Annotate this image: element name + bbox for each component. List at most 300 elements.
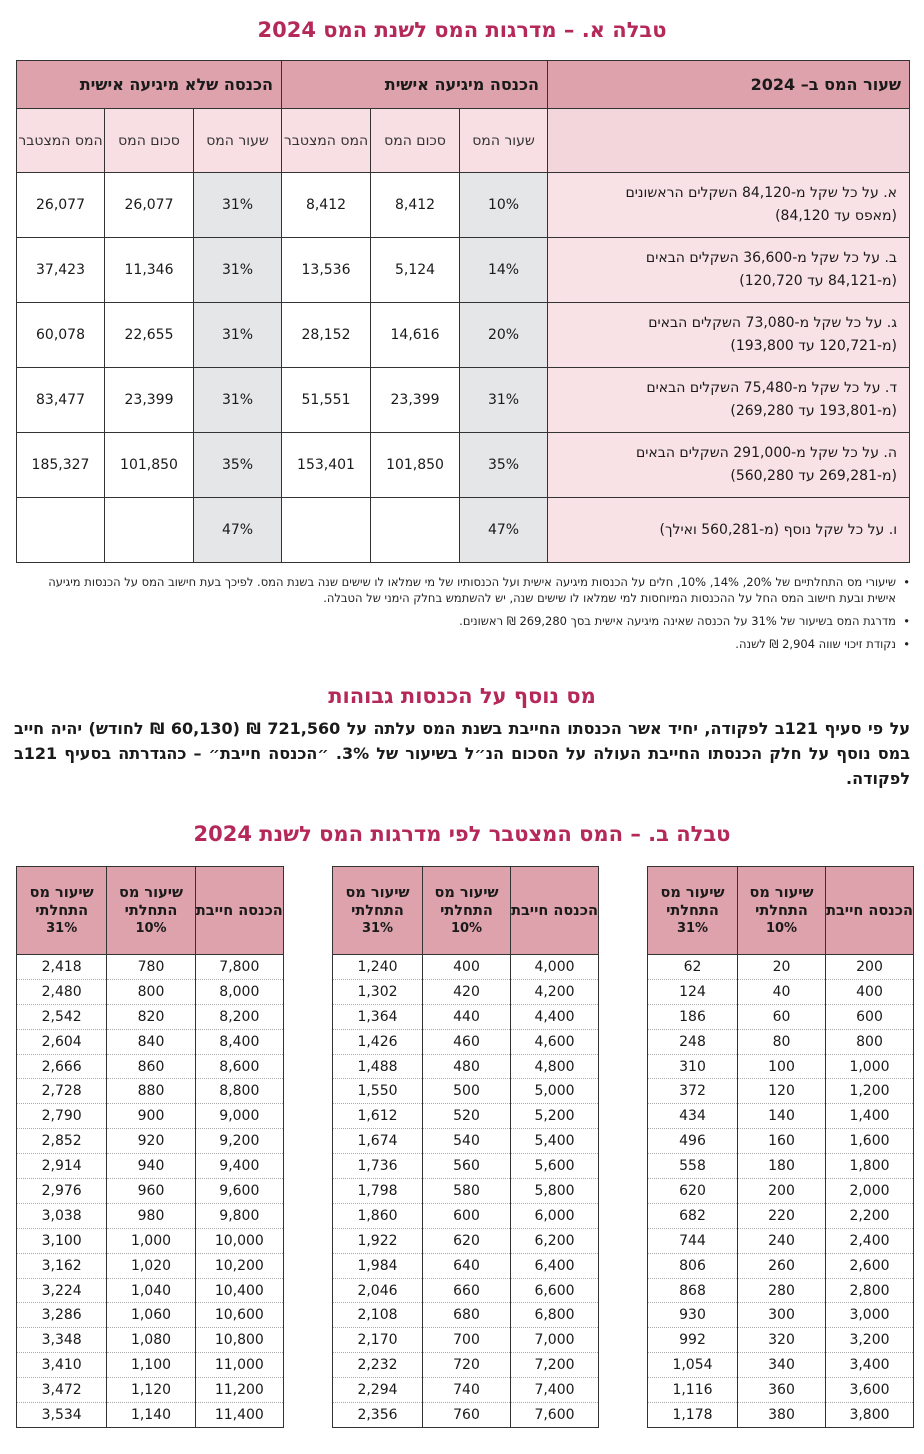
cumulative-row (333, 1104, 599, 1129)
tax-31-cell: 2,480 (17, 979, 107, 1004)
taxable-income-cell: 1,800 (826, 1154, 914, 1179)
cumulative-row (333, 1029, 599, 1054)
bracket-description (548, 173, 910, 238)
tax-10-cell: 1,080 (107, 1328, 195, 1353)
personal-amount-cell: 14,616 (371, 303, 460, 368)
sub-header-rate: שעור המס (194, 109, 282, 173)
cumulative-row (648, 955, 914, 980)
taxable-income-cell: 600 (826, 1004, 914, 1029)
tax-31-cell: 2,976 (17, 1179, 107, 1204)
tax-31-cell: 1,860 (333, 1203, 423, 1228)
bracket-description-line: ו. על כל שקל נוסף (מ-560,281 ואילך) (659, 521, 898, 538)
tax-31-cell: 3,038 (17, 1203, 107, 1228)
taxable-income-cell: 8,800 (195, 1079, 283, 1104)
tax-31-cell: 1,116 (648, 1378, 738, 1403)
tax-10-cell: 1,120 (107, 1378, 195, 1403)
bracket-description-line: ד. על כל שקל מ-75,480 השקלים הבאים (646, 380, 898, 396)
taxable-income-cell: 5,600 (511, 1154, 599, 1179)
cumulative-row (648, 1203, 914, 1228)
tax-10-cell: 740 (423, 1378, 511, 1403)
header-initial-rate-10 (423, 867, 511, 955)
tax-10-cell: 140 (738, 1104, 826, 1129)
header-initial-rate-10 (738, 867, 826, 955)
cumulative-row (17, 1104, 284, 1129)
header-initial-rate-31 (17, 867, 107, 955)
personal-cumulative-cell: 51,551 (282, 368, 371, 433)
tax-10-cell: 320 (738, 1328, 826, 1353)
header-initial-rate-label: שיעור מס התחלתי (749, 884, 814, 919)
nonpersonal-amount-cell: 26,077 (105, 173, 194, 238)
tax-10-cell: 280 (738, 1278, 826, 1303)
cumulative-row (333, 1253, 599, 1278)
tax-31-cell: 1,550 (333, 1079, 423, 1104)
tax-10-cell: 960 (107, 1179, 195, 1204)
tax-31-cell: 2,294 (333, 1378, 423, 1403)
cumulative-row (17, 1253, 284, 1278)
header-initial-rate-label: שיעור מס התחלתי (29, 884, 94, 919)
header-initial-rate-10 (107, 867, 195, 955)
cumulative-row (17, 1378, 284, 1403)
header-initial-rate-31 (648, 867, 738, 955)
tax-10-cell: 460 (423, 1029, 511, 1054)
tax-10-cell: 240 (738, 1228, 826, 1253)
nonpersonal-amount-cell: 23,399 (105, 368, 194, 433)
tax-brackets-table (16, 60, 910, 563)
cumulative-row (333, 1154, 599, 1179)
tax-31-cell: 62 (648, 955, 738, 980)
tax-10-cell: 760 (423, 1403, 511, 1428)
nonpersonal-rate-cell: 31% (194, 368, 282, 433)
cumulative-row (648, 1328, 914, 1353)
cumulative-header-row (333, 867, 599, 955)
nonpersonal-amount-cell: 101,850 (105, 433, 194, 498)
personal-cumulative-cell: 8,412 (282, 173, 371, 238)
tax-10-cell: 480 (423, 1054, 511, 1079)
taxable-income-cell: 3,400 (826, 1353, 914, 1378)
taxable-income-cell: 2,000 (826, 1179, 914, 1204)
taxable-income-cell: 400 (826, 979, 914, 1004)
bracket-range-line: (מ-269,281 עד 560,280) (730, 468, 898, 484)
tax-10-cell: 1,040 (107, 1278, 195, 1303)
header-rate-col: שעור המס ב– 2024 (548, 61, 910, 109)
tax-31-cell: 2,046 (333, 1278, 423, 1303)
tax-31-cell: 744 (648, 1228, 738, 1253)
personal-amount-cell: 23,399 (371, 368, 460, 433)
header-taxable-income: הכנסה חייבת (195, 867, 283, 955)
tax-31-cell: 3,286 (17, 1303, 107, 1328)
taxable-income-cell: 9,800 (195, 1203, 283, 1228)
cumulative-table-col-2 (332, 866, 599, 1428)
nonpersonal-rate-cell: 31% (194, 173, 282, 238)
cumulative-row (333, 979, 599, 1004)
tax-31-cell: 3,100 (17, 1228, 107, 1253)
nonpersonal-cumulative-cell: 26,077 (17, 173, 105, 238)
taxable-income-cell: 11,400 (195, 1403, 283, 1428)
tax-31-cell: 3,162 (17, 1253, 107, 1278)
cumulative-row (17, 1403, 284, 1428)
taxable-income-cell: 1,000 (826, 1054, 914, 1079)
taxable-income-cell: 9,000 (195, 1104, 283, 1129)
tax-10-cell: 780 (107, 955, 195, 980)
cumulative-row (333, 1079, 599, 1104)
taxable-income-cell: 6,400 (511, 1253, 599, 1278)
tax-10-cell: 1,140 (107, 1403, 195, 1428)
cumulative-row (17, 979, 284, 1004)
tax-10-cell: 680 (423, 1303, 511, 1328)
taxable-income-cell: 10,600 (195, 1303, 283, 1328)
header-initial-rate-label: שיעור מס התחלתי (118, 884, 184, 919)
tax-10-cell: 60 (738, 1004, 826, 1029)
tax-31-cell: 2,790 (17, 1104, 107, 1129)
tax-10-cell: 200 (738, 1179, 826, 1204)
tax-10-cell: 20 (738, 955, 826, 980)
tax-31-cell: 2,542 (17, 1004, 107, 1029)
taxable-income-cell: 10,800 (195, 1328, 283, 1353)
personal-rate-cell: 35% (460, 433, 548, 498)
taxable-income-cell: 4,000 (511, 955, 599, 980)
tax-10-cell: 340 (738, 1353, 826, 1378)
tax-10-cell: 260 (738, 1253, 826, 1278)
tax-31-cell: 1,984 (333, 1253, 423, 1278)
tax-31-cell: 1,736 (333, 1154, 423, 1179)
nonpersonal-cumulative-cell: 37,423 (17, 238, 105, 303)
tax-10-cell: 80 (738, 1029, 826, 1054)
cumulative-row (17, 1303, 284, 1328)
tax-10-cell: 560 (423, 1154, 511, 1179)
taxable-income-cell: 800 (826, 1029, 914, 1054)
tax-10-cell: 720 (423, 1353, 511, 1378)
tax-31-cell: 3,224 (17, 1278, 107, 1303)
tax-31-cell: 1,054 (648, 1353, 738, 1378)
taxable-income-cell: 6,800 (511, 1303, 599, 1328)
personal-cumulative-cell: 13,536 (282, 238, 371, 303)
bracket-description-line: ב. על כל שקל מ-36,600 השקלים הבאים (645, 250, 898, 266)
taxable-income-cell: 5,200 (511, 1104, 599, 1129)
tax-31-cell: 248 (648, 1029, 738, 1054)
cumulative-row (17, 1004, 284, 1029)
tax-10-cell: 640 (423, 1253, 511, 1278)
tax-10-cell: 380 (738, 1403, 826, 1428)
note-item: • נקודת זיכוי שווה 2,904 ₪ לשנה. (735, 637, 910, 651)
taxable-income-cell: 4,800 (511, 1054, 599, 1079)
tax-10-cell: 100 (738, 1054, 826, 1079)
taxable-income-cell: 8,000 (195, 979, 283, 1004)
tax-31-cell: 372 (648, 1079, 738, 1104)
taxable-income-cell: 6,600 (511, 1278, 599, 1303)
taxable-income-cell: 9,200 (195, 1129, 283, 1154)
taxable-income-cell: 11,200 (195, 1378, 283, 1403)
personal-rate-cell: 47% (460, 498, 548, 563)
cumulative-row (333, 1378, 599, 1403)
taxable-income-cell: 10,200 (195, 1253, 283, 1278)
taxable-income-cell: 10,400 (195, 1278, 283, 1303)
bracket-range-line: (מאפס עד 84,120) (775, 208, 898, 224)
personal-cumulative-cell (282, 498, 371, 563)
personal-amount-cell: 101,850 (371, 433, 460, 498)
tax-10-cell: 520 (423, 1104, 511, 1129)
tax-31-cell: 682 (648, 1203, 738, 1228)
tax-31-cell: 1,488 (333, 1054, 423, 1079)
cumulative-table-col-1 (647, 866, 914, 1428)
cumulative-row (333, 1278, 599, 1303)
tax-10-cell: 900 (107, 1104, 195, 1129)
tax-31-cell: 1,612 (333, 1104, 423, 1129)
tax-31-cell: 1,798 (333, 1179, 423, 1204)
sub-header-rate: שעור המס (460, 109, 548, 173)
bracket-range-line: (מ-120,721 עד 193,800) (730, 338, 898, 354)
surtax-title: מס נוסף על הכנסות גבוהות (328, 684, 596, 708)
tax-10-cell: 300 (738, 1303, 826, 1328)
bracket-description (548, 238, 910, 303)
taxable-income-cell: 10,000 (195, 1228, 283, 1253)
surtax-paragraph: על פי סעיף 121ב לפקודה, יחיד אשר הכנסתו החייבת בשנת המס עלתה על 721,560 ₪ (60,130 ₪ לחודש) יהיה חייב במס נוסף על חלק הכנסתו החייבת העולה על הסכום הנ״ל בשיעור של 3%. ״הכנסה חייבת״ – כהגדרתה בסעיף 121ב לפקודה. (14, 719, 911, 788)
tax-31-cell: 2,728 (17, 1079, 107, 1104)
tax-31-cell: 3,410 (17, 1353, 107, 1378)
cumulative-row (17, 1203, 284, 1228)
cumulative-row (17, 1029, 284, 1054)
cumulative-row (333, 1203, 599, 1228)
taxable-income-cell: 2,600 (826, 1253, 914, 1278)
taxable-income-cell: 5,800 (511, 1179, 599, 1204)
cumulative-row (648, 1004, 914, 1029)
tax-31-cell: 806 (648, 1253, 738, 1278)
taxable-income-cell: 7,400 (511, 1378, 599, 1403)
personal-cumulative-cell: 28,152 (282, 303, 371, 368)
header-initial-rate-31 (333, 867, 423, 955)
nonpersonal-cumulative-cell (17, 498, 105, 563)
cumulative-header-row (17, 867, 284, 955)
taxable-income-cell: 3,600 (826, 1378, 914, 1403)
tax-10-cell: 360 (738, 1378, 826, 1403)
tax-10-cell: 820 (107, 1004, 195, 1029)
notes-list (18, 574, 910, 659)
taxable-income-cell: 8,600 (195, 1054, 283, 1079)
bracket-description-line: א. על כל שקל מ-84,120 השקלים הראשונים (625, 185, 898, 201)
cumulative-row (17, 1154, 284, 1179)
cumulative-row (333, 1054, 599, 1079)
tax-31-cell: 2,914 (17, 1154, 107, 1179)
tax-10-cell: 500 (423, 1079, 511, 1104)
cumulative-row (648, 1253, 914, 1278)
cumulative-row (333, 955, 599, 980)
taxable-income-cell: 4,200 (511, 979, 599, 1004)
nonpersonal-amount-cell (105, 498, 194, 563)
cumulative-table-col-3 (16, 866, 284, 1428)
cumulative-row (17, 1054, 284, 1079)
taxable-income-cell: 5,000 (511, 1079, 599, 1104)
taxable-income-cell: 7,200 (511, 1353, 599, 1378)
taxable-income-cell: 7,800 (195, 955, 283, 980)
tax-10-cell: 940 (107, 1154, 195, 1179)
tax-10-cell: 1,020 (107, 1253, 195, 1278)
nonpersonal-rate-cell: 35% (194, 433, 282, 498)
bracket-row (17, 368, 910, 433)
cumulative-row (648, 1079, 914, 1104)
tax-10-cell: 920 (107, 1129, 195, 1154)
tax-31-cell: 496 (648, 1129, 738, 1154)
bracket-description (548, 433, 910, 498)
bracket-description-line: ה. על כל שקל מ-291,000 השקלים הבאים (635, 445, 898, 461)
tax-31-cell: 1,364 (333, 1004, 423, 1029)
tax-10-cell: 440 (423, 1004, 511, 1029)
cumulative-row (648, 1403, 914, 1428)
tax-10-cell: 540 (423, 1129, 511, 1154)
header-personal-income: הכנסה מיגיעה אישית (282, 61, 548, 109)
taxable-income-cell: 6,000 (511, 1203, 599, 1228)
note-item: • שיעורי מס התחלתיים של 20%, 14%, 10%, חלים על הכנסות מיגיעה אישית ועל הכנסותיו של מי שמלאו לו שישים שנה בשנת המס. לפיכך בעת חישוב המס על הכנסות מיגיעה אישית ובעת חישוב המס החל על ההכנסות המיוחסות למי שמלאו לו שישים שנה, יש להשתמש בחלק הימני של הטבלה. (48, 575, 910, 605)
bracket-row (17, 238, 910, 303)
cumulative-row (17, 1353, 284, 1378)
bracket-description-line: ג. על כל שקל מ-73,080 השקלים הבאים (648, 315, 898, 331)
tax-10-cell: 1,100 (107, 1353, 195, 1378)
cumulative-row (648, 1129, 914, 1154)
tax-31-cell: 1,922 (333, 1228, 423, 1253)
nonpersonal-cumulative-cell: 83,477 (17, 368, 105, 433)
tax-31-cell: 1,178 (648, 1403, 738, 1428)
bracket-description (548, 498, 910, 563)
cumulative-row (17, 1179, 284, 1204)
personal-amount-cell: 5,124 (371, 238, 460, 303)
header-initial-rate-value: 10% (450, 920, 483, 936)
bracket-range-line: (מ-193,801 עד 269,280) (730, 403, 898, 419)
tax-10-cell: 580 (423, 1179, 511, 1204)
tax-31-cell: 558 (648, 1154, 738, 1179)
tax-10-cell: 860 (107, 1054, 195, 1079)
tax-10-cell: 220 (738, 1203, 826, 1228)
table-b-title: טבלה ב. – המס המצטבר לפי מדרגות המס לשנת 2024 (193, 822, 731, 846)
tax-10-cell: 1,000 (107, 1228, 195, 1253)
tax-31-cell: 3,534 (17, 1403, 107, 1428)
cumulative-row (648, 979, 914, 1004)
nonpersonal-rate-cell: 31% (194, 303, 282, 368)
cumulative-row (333, 1403, 599, 1428)
tax-31-cell: 124 (648, 979, 738, 1004)
tax-31-cell: 2,666 (17, 1054, 107, 1079)
taxable-income-cell: 6,200 (511, 1228, 599, 1253)
taxable-income-cell: 11,000 (195, 1353, 283, 1378)
tax-31-cell: 868 (648, 1278, 738, 1303)
header-nonpersonal-income: הכנסה שלא מיגיעה אישית (17, 61, 282, 109)
tax-10-cell: 160 (738, 1129, 826, 1154)
personal-rate-cell: 14% (460, 238, 548, 303)
cumulative-row (333, 1353, 599, 1378)
cumulative-row (333, 1303, 599, 1328)
cumulative-row (648, 1054, 914, 1079)
taxable-income-cell: 2,400 (826, 1228, 914, 1253)
header-taxable-income: הכנסה חייבת (826, 867, 914, 955)
cumulative-row (648, 1378, 914, 1403)
personal-rate-cell: 20% (460, 303, 548, 368)
taxable-income-cell: 8,200 (195, 1004, 283, 1029)
tax-31-cell: 2,418 (17, 955, 107, 980)
cumulative-row (333, 1004, 599, 1029)
tax-10-cell: 40 (738, 979, 826, 1004)
tax-31-cell: 2,604 (17, 1029, 107, 1054)
taxable-income-cell: 2,200 (826, 1203, 914, 1228)
nonpersonal-rate-cell: 31% (194, 238, 282, 303)
cumulative-row (648, 1228, 914, 1253)
taxable-income-cell: 9,400 (195, 1154, 283, 1179)
sub-header-amount: סכום המס (371, 109, 460, 173)
taxable-income-cell: 200 (826, 955, 914, 980)
taxable-income-cell: 1,400 (826, 1104, 914, 1129)
taxable-income-cell: 3,000 (826, 1303, 914, 1328)
tax-10-cell: 880 (107, 1079, 195, 1104)
tax-31-cell: 1,426 (333, 1029, 423, 1054)
taxable-income-cell: 9,600 (195, 1179, 283, 1204)
header-initial-rate-label: שיעור מס התחלתי (345, 884, 410, 919)
personal-rate-cell: 31% (460, 368, 548, 433)
cumulative-row (648, 1353, 914, 1378)
cumulative-row (648, 1154, 914, 1179)
tax-10-cell: 660 (423, 1278, 511, 1303)
cumulative-row (648, 1278, 914, 1303)
note-item: • מדרגת המס בשיעור של 31% על הכנסה שאינה מיגיעה אישית בסך 269,280 ₪ ראשונים. (459, 614, 910, 628)
tax-31-cell: 186 (648, 1004, 738, 1029)
cumulative-row (17, 1079, 284, 1104)
cumulative-row (17, 1278, 284, 1303)
nonpersonal-amount-cell: 11,346 (105, 238, 194, 303)
personal-cumulative-cell: 153,401 (282, 433, 371, 498)
bracket-description (548, 368, 910, 433)
tax-10-cell: 120 (738, 1079, 826, 1104)
tax-31-cell: 930 (648, 1303, 738, 1328)
tax-10-cell: 980 (107, 1203, 195, 1228)
cumulative-header-row (648, 867, 914, 955)
nonpersonal-rate-cell: 47% (194, 498, 282, 563)
sub-header-amount: סכום המס (105, 109, 194, 173)
bracket-row (17, 303, 910, 368)
tax-10-cell: 400 (423, 955, 511, 980)
tax-31-cell: 310 (648, 1054, 738, 1079)
cumulative-row (333, 1328, 599, 1353)
header-initial-rate-value: 31% (676, 920, 709, 936)
cumulative-row (648, 1104, 914, 1129)
cumulative-row (333, 1129, 599, 1154)
tax-31-cell: 2,852 (17, 1129, 107, 1154)
tax-31-cell: 2,232 (333, 1353, 423, 1378)
cumulative-row (648, 1029, 914, 1054)
taxable-income-cell: 5,400 (511, 1129, 599, 1154)
tax-31-cell: 434 (648, 1104, 738, 1129)
tax-31-cell: 2,108 (333, 1303, 423, 1328)
personal-amount-cell (371, 498, 460, 563)
cumulative-row (648, 1179, 914, 1204)
bracket-range-line: (מ-84,121 עד 120,720) (739, 273, 898, 289)
personal-rate-cell: 10% (460, 173, 548, 238)
cumulative-row (17, 1328, 284, 1353)
header-initial-rate-label: שיעור מס התחלתי (434, 884, 499, 919)
bracket-description (548, 303, 910, 368)
tax-31-cell: 2,356 (333, 1403, 423, 1428)
cumulative-row (17, 955, 284, 980)
tax-31-cell: 3,348 (17, 1328, 107, 1353)
bracket-row (17, 173, 910, 238)
tax-31-cell: 1,240 (333, 955, 423, 980)
tax-31-cell: 2,170 (333, 1328, 423, 1353)
tax-10-cell: 840 (107, 1029, 195, 1054)
taxable-income-cell: 3,200 (826, 1328, 914, 1353)
tax-10-cell: 620 (423, 1228, 511, 1253)
table-a-title: טבלה א. – מדרגות המס לשנת המס 2024 (257, 18, 667, 42)
tax-10-cell: 600 (423, 1203, 511, 1228)
tax-31-cell: 3,472 (17, 1378, 107, 1403)
cumulative-row (17, 1129, 284, 1154)
header-initial-rate-label: שיעור מס התחלתי (660, 884, 725, 919)
taxable-income-cell: 1,600 (826, 1129, 914, 1154)
header-initial-rate-value: 31% (361, 920, 394, 936)
taxable-income-cell: 7,000 (511, 1328, 599, 1353)
